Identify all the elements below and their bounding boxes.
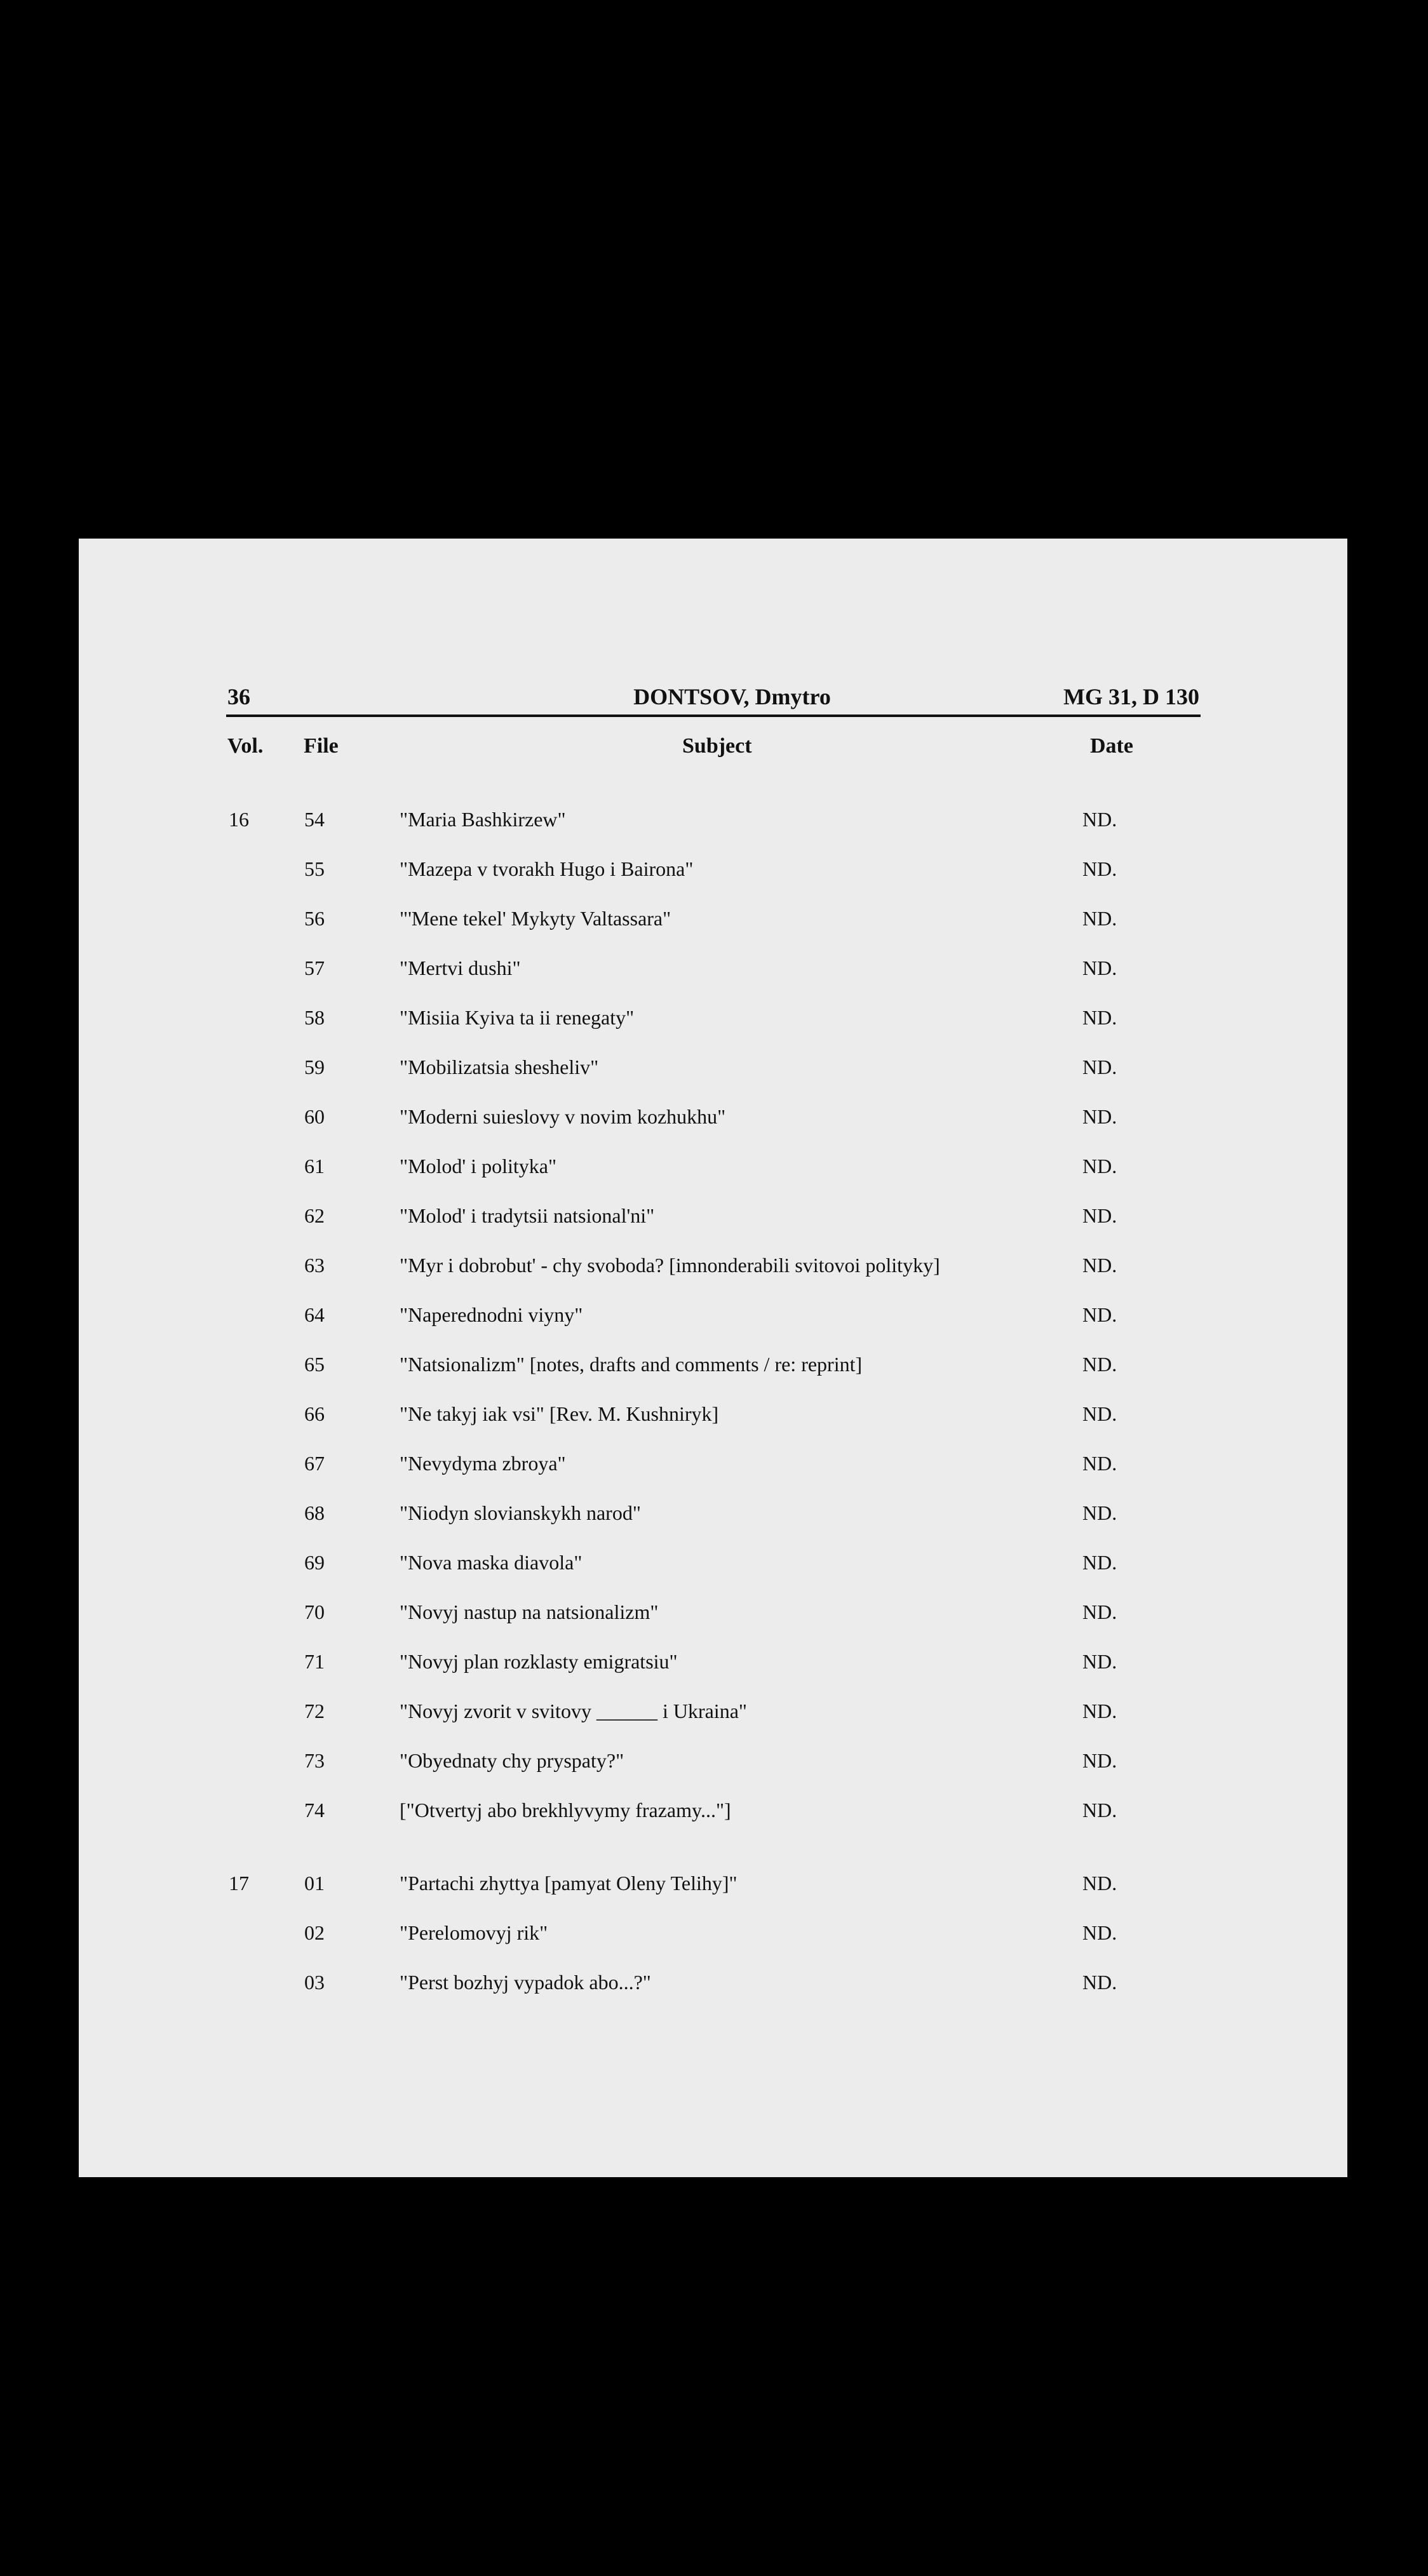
row-file: 63 <box>304 1254 325 1277</box>
table-row <box>79 1006 1347 1044</box>
row-date: ND. <box>1082 1650 1117 1673</box>
table-row <box>79 1105 1347 1143</box>
row-subject: "Misiia Kyiva ta ii renegaty" <box>400 1006 635 1029</box>
row-date: ND. <box>1082 1452 1117 1475</box>
table-row <box>79 1749 1347 1787</box>
table-row <box>79 1799 1347 1837</box>
row-file: 62 <box>304 1204 325 1227</box>
table-row <box>79 1056 1347 1094</box>
row-file: 61 <box>304 1155 325 1177</box>
row-vol: 17 <box>229 1872 249 1895</box>
row-date: ND. <box>1082 1551 1117 1574</box>
table-row <box>79 1353 1347 1391</box>
table-row <box>79 1971 1347 2009</box>
row-file: 73 <box>304 1749 325 1772</box>
row-date: ND. <box>1082 1971 1117 1994</box>
row-subject: "Natsionalizm" [notes, drafts and comments / re: reprint] <box>400 1353 863 1376</box>
row-file: 59 <box>304 1056 325 1078</box>
row-file: 60 <box>304 1105 325 1128</box>
page-number: 36 <box>227 684 250 709</box>
row-date: ND. <box>1082 1749 1117 1772</box>
row-file: 65 <box>304 1353 325 1376</box>
row-date: ND. <box>1082 1353 1117 1376</box>
table-row <box>79 1155 1347 1193</box>
row-date: ND. <box>1082 1254 1117 1277</box>
row-date: ND. <box>1082 1056 1117 1078</box>
row-date: ND. <box>1082 1700 1117 1722</box>
table-row <box>79 1204 1347 1242</box>
row-date: ND. <box>1082 1600 1117 1623</box>
table-row <box>79 1452 1347 1490</box>
table-row <box>79 907 1347 945</box>
row-date: ND. <box>1082 1402 1117 1425</box>
row-subject: "Perelomovyj rik" <box>400 1921 548 1944</box>
row-file: 54 <box>304 808 325 831</box>
row-subject: "Nevydyma zbroya" <box>400 1452 566 1475</box>
row-subject: "Novyj zvorit v svitovy ______ i Ukraina" <box>400 1700 747 1722</box>
row-subject: "Obyednaty chy pryspaty?" <box>400 1749 624 1772</box>
row-date: ND. <box>1082 1006 1117 1029</box>
row-file: 67 <box>304 1452 325 1475</box>
document-page <box>79 539 1347 2177</box>
row-date: ND. <box>1082 1799 1117 1821</box>
row-file: 71 <box>304 1650 325 1673</box>
row-subject: "Perst bozhyj vypadok abo...?" <box>400 1971 651 1994</box>
row-date: ND. <box>1082 857 1117 880</box>
table-row <box>79 857 1347 896</box>
row-subject: "Mertvi dushi" <box>400 956 521 979</box>
row-date: ND. <box>1082 1921 1117 1944</box>
column-header-vol: Vol. <box>227 734 264 758</box>
column-header-file: File <box>304 734 339 758</box>
table-row <box>79 1650 1347 1688</box>
row-subject: "Myr i dobrobut' - chy svoboda? [imnonderabili svitovoi polityky] <box>400 1254 940 1277</box>
table-row <box>79 956 1347 995</box>
table-row <box>79 1303 1347 1341</box>
row-date: ND. <box>1082 1303 1117 1326</box>
row-date: ND. <box>1082 907 1117 930</box>
page-title: DONTSOV, Dmytro <box>633 684 831 709</box>
row-subject: "Novyj plan rozklasty emigratsiu" <box>400 1650 678 1673</box>
row-file: 56 <box>304 907 325 930</box>
row-subject: "Ne takyj iak vsi" [Rev. M. Kushniryk] <box>400 1402 719 1425</box>
table-row <box>79 1700 1347 1738</box>
table-row <box>79 808 1347 846</box>
row-date: ND. <box>1082 1872 1117 1895</box>
row-date: ND. <box>1082 956 1117 979</box>
row-subject: "Mazepa v tvorakh Hugo i Bairona" <box>400 857 694 880</box>
row-file: 72 <box>304 1700 325 1722</box>
column-header-subject: Subject <box>682 734 752 758</box>
row-subject: "Molod' i polityka" <box>400 1155 556 1177</box>
row-subject: "Mobilizatsia shesheliv" <box>400 1056 599 1078</box>
row-date: ND. <box>1082 1155 1117 1177</box>
row-subject: "'Mene tekel' Mykyty Valtassara" <box>400 907 671 930</box>
row-date: ND. <box>1082 1204 1117 1227</box>
row-file: 57 <box>304 956 325 979</box>
row-file: 03 <box>304 1971 325 1994</box>
table-row <box>79 1600 1347 1639</box>
table-row <box>79 1921 1347 1959</box>
row-subject: "Niodyn slovianskykh narod" <box>400 1501 641 1524</box>
row-file: 58 <box>304 1006 325 1029</box>
table-row <box>79 1872 1347 1910</box>
column-header-date: Date <box>1090 734 1133 758</box>
row-file: 74 <box>304 1799 325 1821</box>
row-subject: "Maria Bashkirzew" <box>400 808 566 831</box>
table-row <box>79 1501 1347 1540</box>
row-file: 55 <box>304 857 325 880</box>
row-file: 70 <box>304 1600 325 1623</box>
row-vol: 16 <box>229 808 249 831</box>
row-subject: ["Otvertyj abo brekhlyvymy frazamy..."] <box>400 1799 731 1821</box>
row-subject: "Partachi zhyttya [pamyat Oleny Telihy]" <box>400 1872 738 1895</box>
row-file: 02 <box>304 1921 325 1944</box>
row-date: ND. <box>1082 1105 1117 1128</box>
row-file: 68 <box>304 1501 325 1524</box>
row-subject: "Moderni suieslovy v novim kozhukhu" <box>400 1105 726 1128</box>
row-subject: "Novyj nastup na natsionalizm" <box>400 1600 659 1623</box>
collection-reference: MG 31, D 130 <box>1063 684 1199 709</box>
table-row <box>79 1551 1347 1589</box>
row-file: 01 <box>304 1872 325 1895</box>
row-date: ND. <box>1082 1501 1117 1524</box>
row-file: 66 <box>304 1402 325 1425</box>
table-row <box>79 1254 1347 1292</box>
row-subject: "Nova maska diavola" <box>400 1551 583 1574</box>
row-subject: "Molod' i tradytsii natsional'ni" <box>400 1204 655 1227</box>
header-rule <box>226 714 1201 717</box>
row-subject: "Naperednodni viyny" <box>400 1303 583 1326</box>
table-row <box>79 1402 1347 1440</box>
row-date: ND. <box>1082 808 1117 831</box>
row-file: 69 <box>304 1551 325 1574</box>
row-file: 64 <box>304 1303 325 1326</box>
